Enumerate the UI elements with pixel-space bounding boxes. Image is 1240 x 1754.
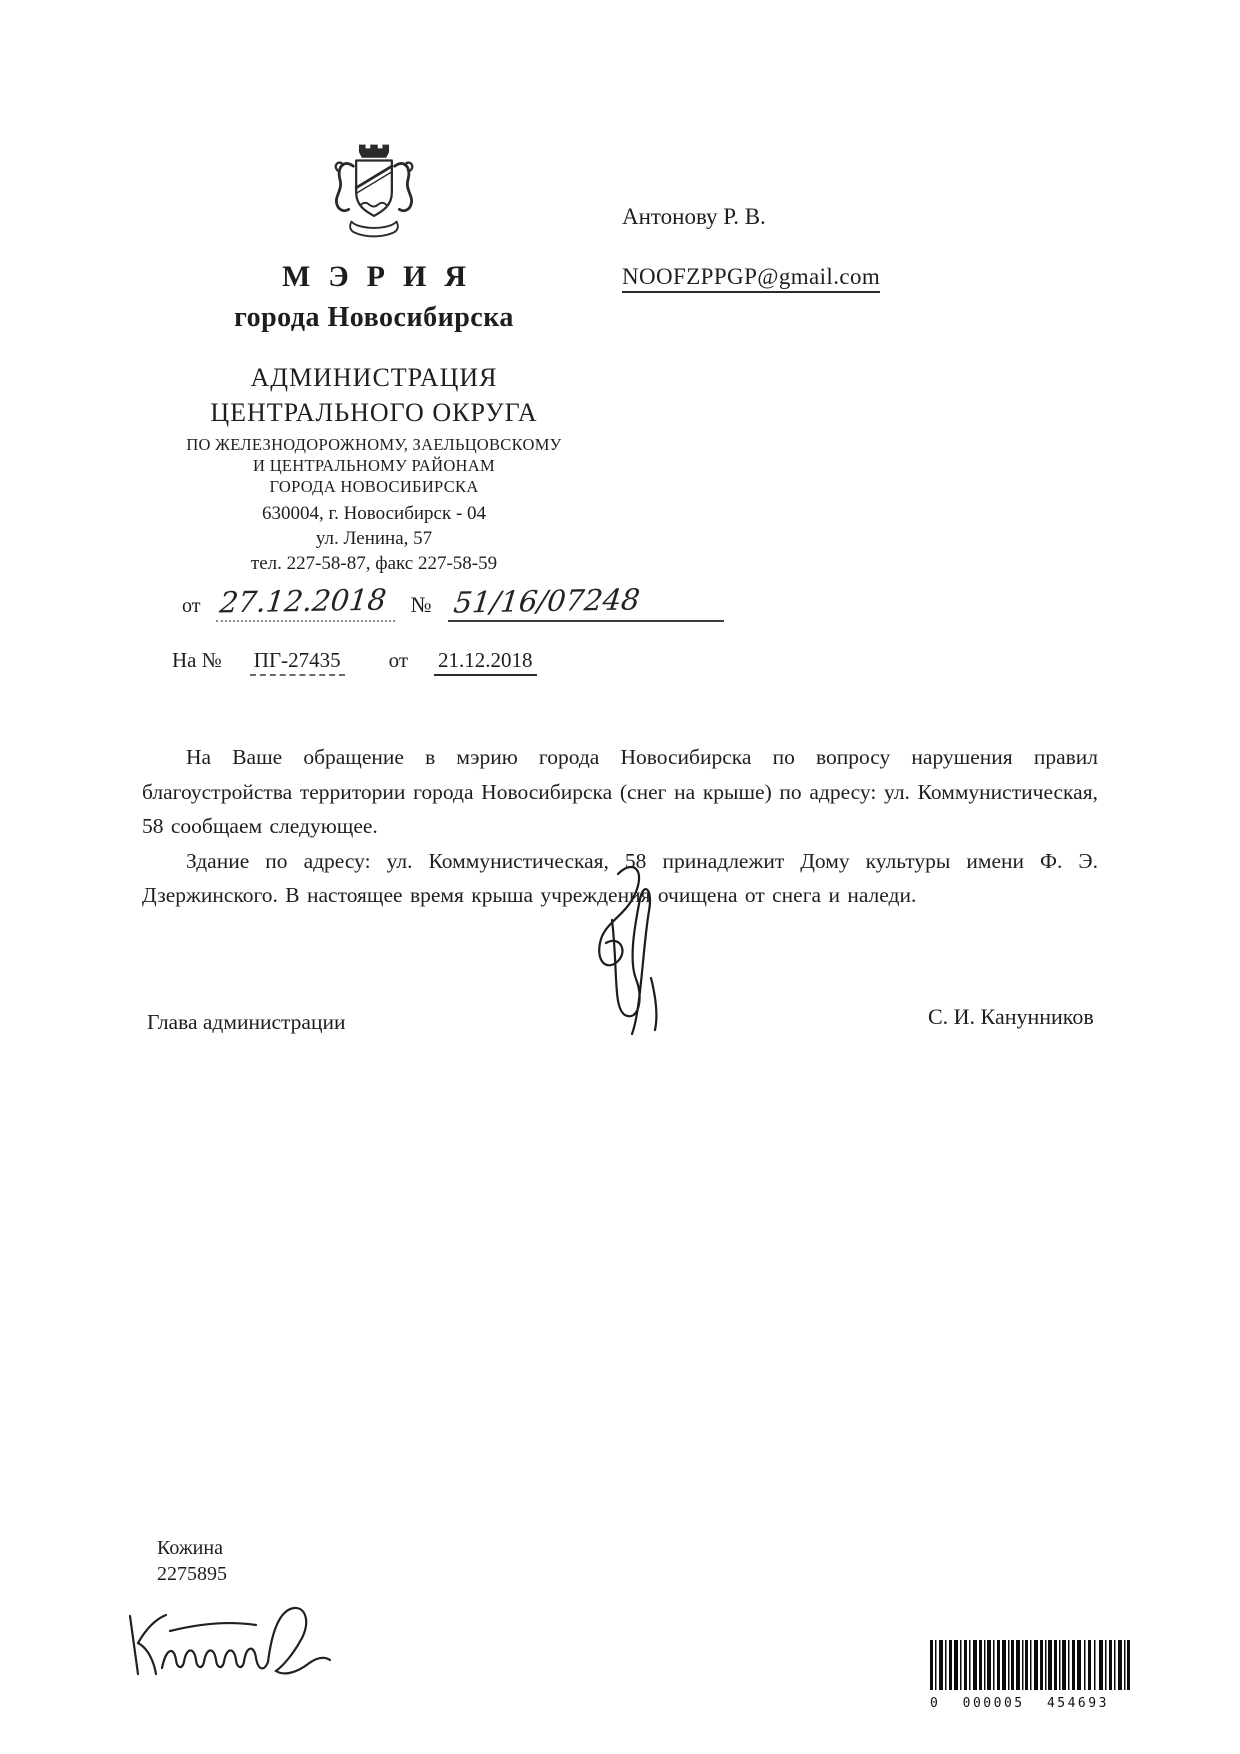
number-sign-label: № <box>410 592 432 617</box>
signer-name: С. И. Канунников <box>928 1004 1094 1029</box>
executor-name: Кожина <box>157 1537 223 1559</box>
handwritten-outgoing-number: 51/16/07248 <box>451 582 642 620</box>
org-name-mayoralty: МЭРИЯ <box>282 260 484 293</box>
outgoing-number-field <box>448 584 724 622</box>
body-paragraph-1: На Ваше обращение в мэрию города Новосибирска по вопросу нарушения правил благоустройства территории города Новосибирска (снег на крыше) по адресу: ул. Коммунистическая, 58 сообщаем следующее. <box>142 745 1098 838</box>
incoming-number: ПГ-27435 <box>250 648 345 676</box>
reply-from-label: от <box>388 648 408 672</box>
handwritten-outgoing-date: 27.12.2018 <box>218 582 389 620</box>
barcode <box>930 1640 1134 1711</box>
postal-address: 630004, г. Новосибирск - 04 <box>261 503 487 524</box>
districts-line: И ЦЕНТРАЛЬНОМУ РАЙОНАМ <box>253 456 495 475</box>
novosibirsk-coat-of-arms-icon <box>327 138 421 246</box>
incoming-reference-row <box>172 648 537 676</box>
phone-fax: тел. 227-58-87, факс 227-58-59 <box>250 553 498 574</box>
recipient-name: Антонову Р. В. <box>622 204 766 229</box>
executor-signature-mark <box>118 1586 348 1686</box>
recipient-email: NOOFZPPGP@gmail.com <box>622 264 880 293</box>
districts-line: ГОРОДА НОВОСИБИРСКА <box>269 477 479 496</box>
from-label: от <box>182 595 201 617</box>
body-paragraph-2: Здание по адресу: ул. Коммунистическая, 58 принадлежит Дому культуры имени Ф. Э. Дзержинского. В настоящее время крыша учреждения очищена от снега и наледи. <box>142 848 1098 907</box>
barcode-digits: 0 000005 454693 <box>930 1696 1109 1711</box>
signer-position: Глава администрации <box>147 1010 346 1034</box>
reply-to-label: На № <box>172 648 222 672</box>
letterhead <box>145 138 603 576</box>
districts-line: ПО ЖЕЛЕЗНОДОРОЖНОМУ, ЗАЕЛЬЦОВСКОМУ <box>186 435 562 454</box>
incoming-date: 21.12.2018 <box>434 648 537 676</box>
executor-block <box>157 1535 227 1587</box>
administration-title-line1: АДМИНИСТРАЦИЯ <box>250 363 498 392</box>
executor-phone: 2275895 <box>157 1563 227 1585</box>
outgoing-reference-row <box>182 584 724 622</box>
org-name-city: города Новосибирска <box>234 302 514 333</box>
head-signature-mark <box>556 858 686 1043</box>
recipient-block <box>622 204 880 293</box>
barcode-bars <box>930 1640 1130 1690</box>
street-address: ул. Ленина, 57 <box>315 528 433 549</box>
outgoing-date-field <box>216 584 394 622</box>
administration-title-line2: ЦЕНТРАЛЬНОГО ОКРУГА <box>210 398 538 427</box>
